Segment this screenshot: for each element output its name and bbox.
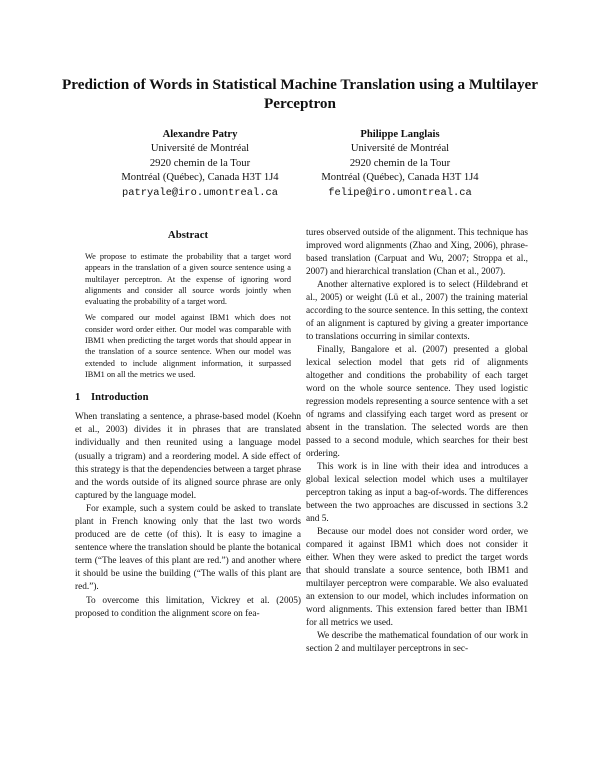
- author-email[interactable]: patryale@iro.umontreal.ca: [122, 186, 278, 199]
- abstract: [75, 229, 301, 380]
- section-body-right: [306, 227, 528, 656]
- abstract-heading: Abstract: [167, 229, 209, 241]
- left-column: [75, 227, 301, 621]
- body-paragraph: Another alternative explored is to select (Hildebrand et al., 2005) or weight (Lü et al., 2007) the training material according to the source sentence. In this setting, the context of an alignment is captured by giving a greater importance to translations occurring in similar contexts.: [306, 280, 528, 342]
- body-paragraph: We describe the mathematical foundation of our work in section 2 and multilayer perceptrons in sec-: [306, 631, 528, 654]
- body-paragraph: To overcome this limitation, Vickrey et al. (2005) proposed to condition the alignment score on fea-: [75, 595, 301, 619]
- section-title: Introduction: [91, 392, 149, 404]
- section-body-left: [75, 411, 301, 621]
- body-paragraph: When translating a sentence, a phrase-based model (Koehn et al., 2003) divides it in phrases that are translated individually and then reunited using a language model (usually a trigram) and a reordering model. A side effect of this strategy is that the dependencies between a target phrase and the words outside of its aligned source phrase are only captured by the language model.: [75, 412, 301, 501]
- author-block-2: [300, 128, 500, 200]
- body-paragraph: tures observed outside of the alignment. This technique has improved word alignments (Zhao and Xing, 2006), phrase-based translation (Carpuat and Wu, 2007; Stroppa et al., 2007) and hierarchical translation (Chan et al., 2007).: [306, 228, 528, 277]
- author-address-line1: 2920 chemin de la Tour: [149, 157, 251, 169]
- author-address-line2: Montréal (Québec), Canada H3T 1J4: [321, 172, 479, 184]
- author-affiliation: Université de Montréal: [150, 143, 250, 155]
- section-number: 1: [75, 392, 81, 404]
- body-paragraph: Because our model does not consider word order, we compared it against IBM1 which does not consider it either. When they were asked to predict the target words that should translate a source sentence, both IBM1 and multilayer perceptron were comparable. We also evaluated an extension to our model, which includes information on word alignments. This extension fared better than IBM1 for all metrics we used.: [306, 527, 528, 628]
- author-email[interactable]: felipe@iro.umontreal.ca: [328, 186, 472, 199]
- author-name: Philippe Langlais: [360, 129, 440, 140]
- author-affiliation: Université de Montréal: [350, 143, 450, 155]
- author-name: Alexandre Patry: [162, 129, 238, 140]
- author-block-1: [100, 128, 300, 200]
- abstract-paragraph: We propose to estimate the probability that a target word appears in the translation of a given source sentence using a multilayer perceptron. At the expense of ignoring word alignments and consider all source words jointly when evaluating the probability of a target word.: [85, 252, 291, 307]
- body-paragraph: Finally, Bangalore et al. (2007) presented a global lexical selection model that gets rid of alignments altogether and conditions the probability of each target word on the whole source sentence. They used logistic regression models representing a source sentence with a set of ngrams and classifying each target word as present or absent in the translation. The selected words are then passed to a second module, which searches for their best ordering.: [306, 345, 528, 459]
- paper-title: Prediction of Words in Statistical Machine Translation using a Multilayer Perceptron: [61, 76, 539, 112]
- body-paragraph: This work is in line with their idea and introduces a global lexical selection model which uses a multilayer perceptron taking as input a bag-of-words. The differences between the two approaches are discussed in sections 3.2 and 5.: [306, 462, 528, 524]
- author-address-line1: 2920 chemin de la Tour: [349, 157, 451, 169]
- abstract-paragraph: We compared our model against IBM1 which does not consider word order either. Our model was comparable with IBM1 when predicting the target words that should appear in the translation of a source sentence. When our model was extended to include alignment information, it surpassed IBM1 on all the metrics we used.: [85, 313, 291, 379]
- section-heading: [75, 392, 301, 403]
- author-address-line2: Montréal (Québec), Canada H3T 1J4: [121, 172, 279, 184]
- right-column: [306, 227, 528, 656]
- body-paragraph: For example, such a system could be asked to translate plant in French knowing only that the last two words produced are de cette (of this). It is easy to imagine a sentence where the translation should be plante the botanical term (“The leaves of this plant are red.”) and another where it should be usine the building (“The walls of this plant are red.”).: [75, 503, 301, 593]
